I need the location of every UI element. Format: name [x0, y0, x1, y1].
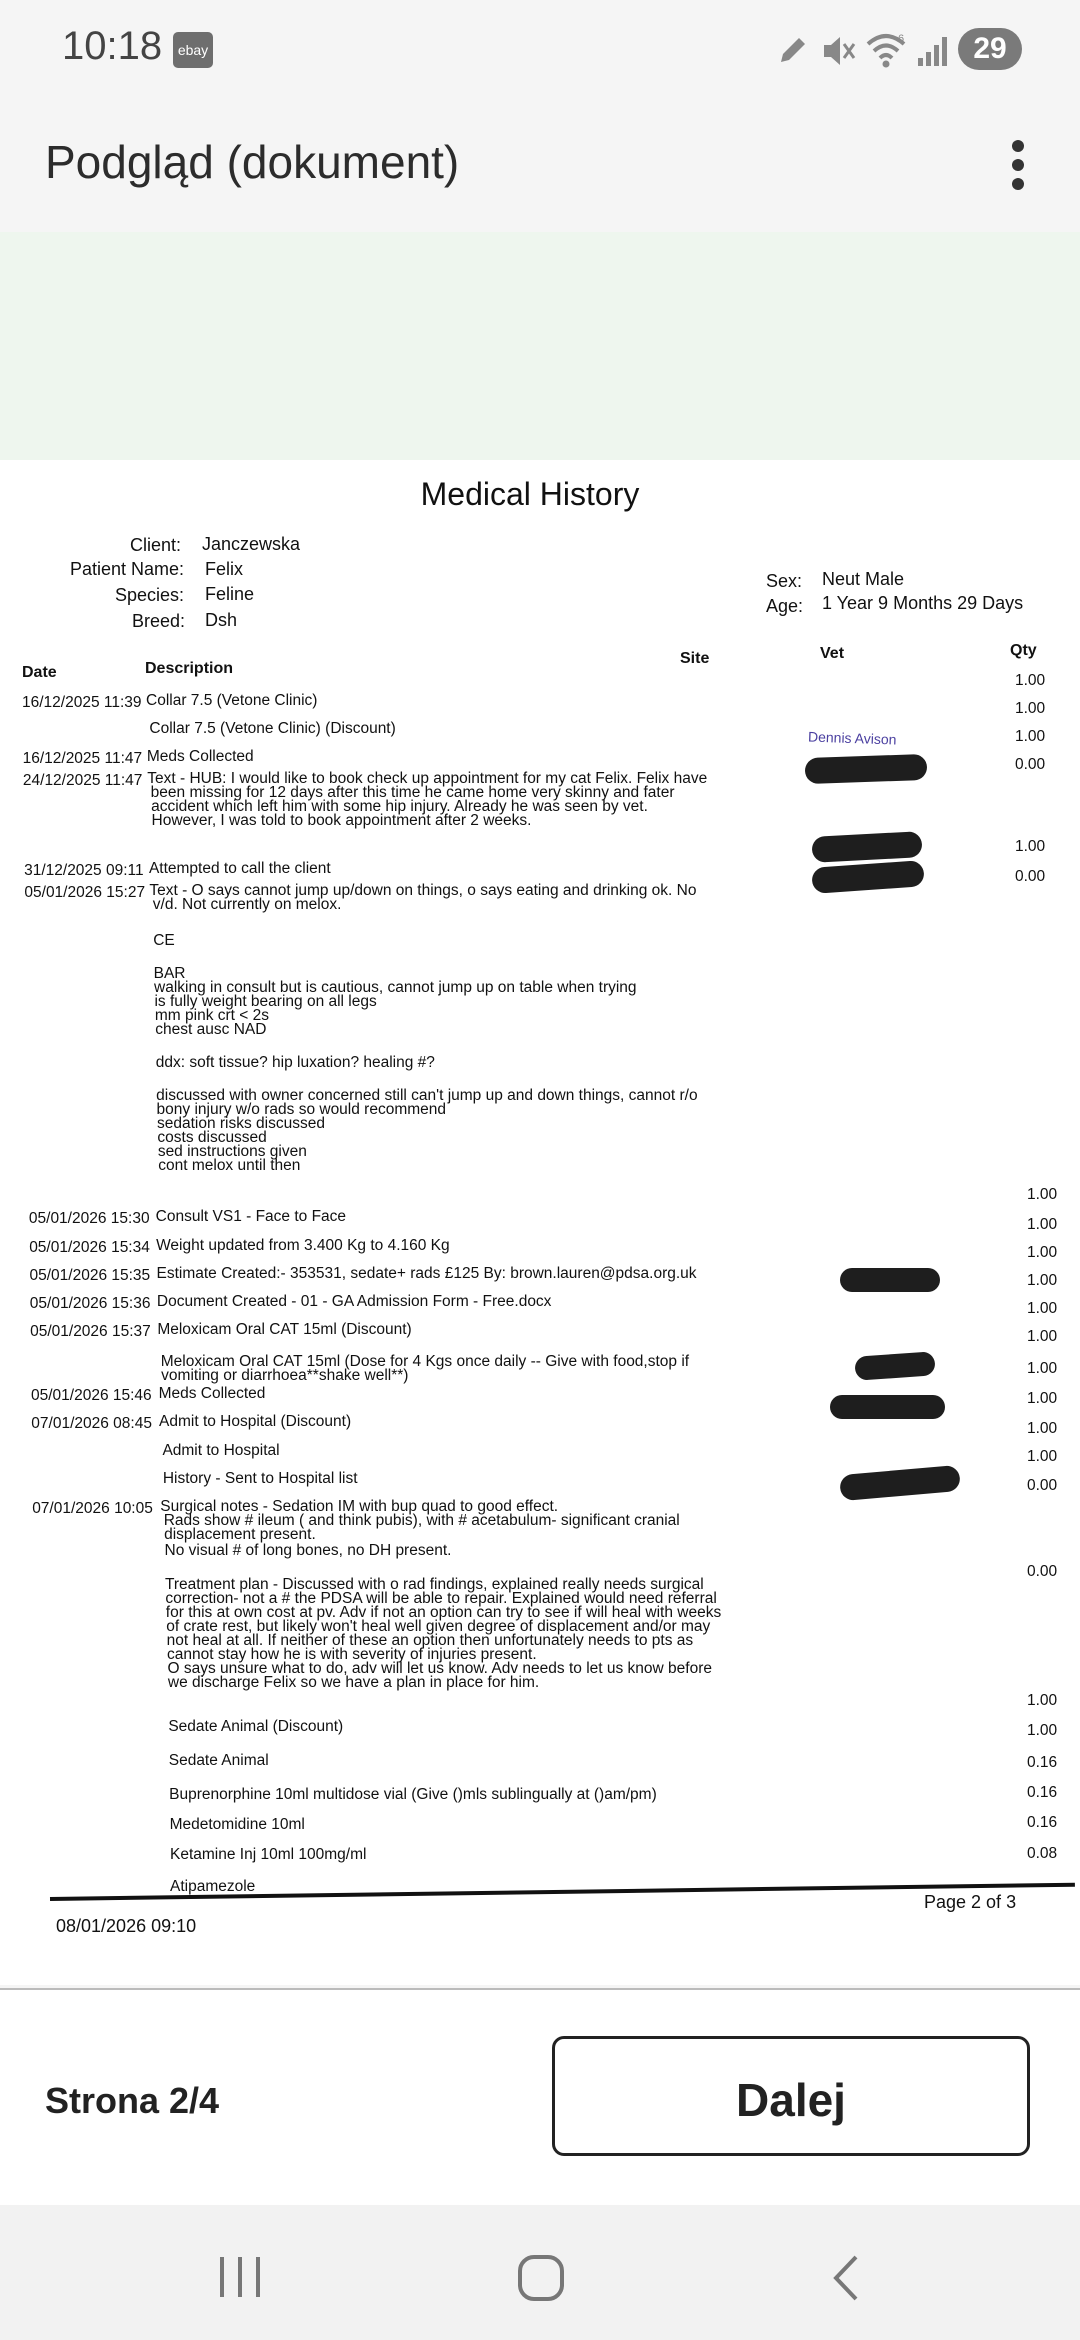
- ebay-notification-icon: ebay: [173, 32, 213, 68]
- qty-value: 0.00: [1027, 1477, 1058, 1494]
- qty-value: 1.00: [1027, 1186, 1058, 1203]
- page-indicator: Strona 2/4: [45, 2080, 220, 2121]
- qty-value: 0.16: [1027, 1784, 1058, 1801]
- document-preview[interactable]: [0, 460, 1080, 1985]
- history-line-text: Admit to Hospital (Discount): [159, 1413, 352, 1430]
- wifi-icon: [866, 30, 910, 72]
- history-line-date: 16/12/2025 11:47: [22, 750, 143, 767]
- age-value: 1 Year 9 Months 29 Days: [822, 593, 1024, 613]
- status-bar: [0, 0, 1080, 100]
- history-line-text: Admit to Hospital: [162, 1442, 280, 1459]
- history-line-text: accident which left him with some hip injury. Already he was seen by vet.: [151, 798, 648, 815]
- pencil-icon: [775, 34, 809, 68]
- history-line-date: 05/01/2026 15:35: [29, 1267, 151, 1284]
- sex-value: Neut Male: [822, 569, 905, 589]
- client-value: Janczewska: [202, 534, 301, 554]
- home-icon[interactable]: [516, 2253, 566, 2303]
- patient-label: Patient Name:: [70, 559, 185, 579]
- column-header-qty: Qty: [1010, 642, 1037, 659]
- history-line-text: costs discussed: [157, 1129, 267, 1146]
- history-line-text: Ketamine Inj 10ml 100mg/ml: [170, 1846, 367, 1863]
- history-line-text: Treatment plan - Discussed with o rad findings, explained really needs surgical: [164, 1576, 704, 1593]
- history-line-date: 05/01/2026 15:37: [30, 1323, 151, 1340]
- qty-value: 1.00: [1027, 1722, 1058, 1739]
- column-header-site: Site: [680, 650, 710, 667]
- history-line-text: Estimate Created:- 353531, sedate+ rads £125 By: brown.lauren@pdsa.org.uk: [156, 1265, 697, 1282]
- history-line-text: O says unsure what to do, adv will let us know. Adv needs to let us know before: [167, 1660, 712, 1677]
- history-line-text: displacement present.: [164, 1526, 316, 1543]
- qty-value: 1.00: [1015, 672, 1046, 689]
- history-line-text: Meds Collected: [146, 748, 254, 765]
- history-line-text: Meloxicam Oral CAT 15ml (Dose for 4 Kgs once daily -- Give with food,stop if: [160, 1353, 690, 1370]
- history-line-text: Text - HUB: I would like to book check up appointment for my cat Felix. Felix have: [147, 770, 708, 787]
- history-line-date: 24/12/2025 11:47: [22, 772, 143, 789]
- qty-value: 1.00: [1027, 1272, 1058, 1289]
- document-title: Medical History: [420, 476, 640, 512]
- history-line-text: discussed with owner concerned still can't jump up and down things, cannot r/o: [156, 1087, 698, 1104]
- history-line-text: v/d. Not currently on melox.: [152, 896, 342, 913]
- redaction-mark: [839, 1465, 961, 1501]
- history-line-date: 05/01/2026 15:46: [31, 1387, 152, 1404]
- history-line-text: bony injury w/o rads so would recommend: [156, 1101, 447, 1118]
- history-line-text: Rads show # ileum ( and think pubis), with # acetabulum- significant cranial: [163, 1512, 680, 1529]
- history-line-text: correction- not a # the PDSA will be able to repair. Explained would need referral: [165, 1590, 717, 1607]
- vet-name: Dennis Avison: [807, 728, 897, 748]
- history-line-text: Text - O says cannot jump up/down on things, o says eating and drinking ok. No: [149, 882, 697, 899]
- column-header-vet: Vet: [820, 645, 845, 662]
- history-line-text: sedation risks discussed: [156, 1115, 325, 1132]
- qty-value: 0.00: [1027, 1563, 1058, 1580]
- history-line-text: CE: [153, 932, 175, 949]
- history-line-text: sed instructions given: [157, 1143, 307, 1160]
- screen-title: Podgląd (dokument): [45, 136, 460, 188]
- history-line-text: Surgical notes - Sedation IM with bup quad to good effect.: [160, 1498, 559, 1515]
- history-line-text: walking in consult but is cautious, cannot jump up on table when trying: [154, 979, 637, 996]
- history-line-text: However, I was told to book appointment after 2 weeks.: [151, 812, 532, 829]
- redaction-mark: [854, 1351, 935, 1381]
- qty-value: 1.00: [1027, 1300, 1058, 1317]
- more-vert-icon[interactable]: [1000, 138, 1036, 192]
- qty-value: 0.00: [1015, 868, 1046, 885]
- history-line-date: 05/01/2026 15:34: [29, 1239, 150, 1256]
- history-line-text: History - Sent to Hospital list: [162, 1470, 358, 1487]
- sex-label: Sex:: [766, 571, 803, 591]
- history-line-text: been missing for 12 days after this time he came home very skinny and fater: [150, 784, 675, 801]
- history-line-text: Sedate Animal: [168, 1752, 269, 1769]
- redaction-mark: [805, 754, 928, 784]
- history-line-text: Weight updated from 3.400 Kg to 4.160 Kg: [156, 1237, 450, 1254]
- redaction-mark: [830, 1395, 945, 1419]
- breed-value: Dsh: [205, 610, 238, 630]
- qty-value: 1.00: [1027, 1244, 1058, 1261]
- qty-value: 1.00: [1027, 1448, 1058, 1465]
- redaction-mark: [811, 860, 925, 894]
- history-line-text: Consult VS1 - Face to Face: [155, 1208, 347, 1225]
- history-line-date: 07/01/2026 08:45: [31, 1415, 152, 1432]
- qty-value: 0.16: [1027, 1754, 1058, 1771]
- next-button[interactable]: Dalej: [552, 2036, 1030, 2156]
- qty-value: 1.00: [1027, 1328, 1058, 1345]
- client-label: Client:: [130, 535, 182, 555]
- age-label: Age:: [766, 596, 804, 616]
- history-line-text: we discharge Felix so we have a plan in place for him.: [167, 1674, 540, 1691]
- history-line-text: Document Created - 01 - GA Admission Form - Free.docx: [156, 1293, 552, 1310]
- history-line-text: Atipamezole: [170, 1878, 256, 1895]
- history-line-text: ddx: soft tissue? hip luxation? healing #?: [155, 1054, 435, 1071]
- qty-value: 1.00: [1027, 1692, 1058, 1709]
- history-line-text: of crate rest, but likely won't heal well given degree of displacement and/or may: [166, 1618, 711, 1635]
- history-line-text: mm pink crt < 2s: [154, 1007, 269, 1024]
- redaction-mark: [811, 831, 922, 863]
- recent-apps-icon[interactable]: [216, 2255, 266, 2299]
- column-header-date: Date: [22, 664, 57, 681]
- navigation-bar: [0, 2205, 1080, 2340]
- history-line-text: No visual # of long bones, no DH present.: [164, 1542, 452, 1559]
- history-line-date: 05/01/2026 15:27: [24, 884, 146, 901]
- battery-indicator: 29: [958, 28, 1022, 70]
- qty-value: 0.00: [1015, 756, 1046, 773]
- history-line-text: Collar 7.5 (Vetone Clinic): [146, 692, 318, 709]
- qty-value: 1.00: [1027, 1360, 1058, 1377]
- qty-value: 1.00: [1015, 838, 1046, 855]
- breed-label: Breed:: [132, 611, 186, 631]
- qty-value: 1.00: [1015, 728, 1046, 745]
- history-line-text: Meloxicam Oral CAT 15ml (Discount): [157, 1321, 412, 1338]
- history-line-text: Medetomidine 10ml: [169, 1816, 305, 1833]
- footer-date: 08/01/2026 09:10: [56, 1916, 197, 1936]
- history-line-date: 31/12/2025 09:11: [24, 862, 144, 879]
- qty-value: 0.08: [1027, 1845, 1058, 1862]
- history-line-date: 07/01/2026 10:05: [32, 1500, 153, 1517]
- signal-icon: [916, 34, 952, 68]
- history-line-text: Attempted to call the client: [148, 860, 331, 877]
- history-line-text: not heal at all. If neither of these an option then unfortunately needs to pts as: [166, 1632, 694, 1649]
- history-line-text: cont melox until then: [158, 1157, 301, 1174]
- history-line-text: vomiting or diarrhoea**shake well**): [161, 1367, 409, 1384]
- history-line-text: chest ausc NAD: [155, 1021, 267, 1038]
- qty-value: 1.00: [1027, 1390, 1058, 1407]
- history-line-date: 16/12/2025 11:39: [22, 694, 142, 711]
- history-line-text: Sedate Animal (Discount): [168, 1718, 344, 1735]
- history-line-date: 05/01/2026 15:36: [29, 1295, 151, 1312]
- qty-value: 1.00: [1027, 1420, 1058, 1437]
- patient-value: Felix: [205, 559, 244, 579]
- species-value: Feline: [205, 584, 255, 604]
- species-label: Species:: [115, 585, 185, 605]
- redaction-mark: [840, 1268, 940, 1292]
- history-line-text: BAR: [153, 965, 186, 982]
- history-line-text: Meds Collected: [158, 1385, 266, 1402]
- history-line-date: 05/01/2026 15:30: [28, 1210, 150, 1227]
- preview-background: [0, 232, 1080, 460]
- svg-text:6: 6: [898, 33, 905, 45]
- back-icon[interactable]: [826, 2253, 866, 2303]
- qty-value: 1.00: [1027, 1216, 1058, 1233]
- history-line-text: cannot stay how he is with severity of injuries present.: [167, 1646, 537, 1663]
- qty-value: 0.16: [1027, 1814, 1058, 1831]
- history-line-text: is fully weight bearing on all legs: [154, 993, 377, 1010]
- history-line-text: Collar 7.5 (Vetone Clinic) (Discount): [149, 720, 396, 737]
- page-number: Page 2 of 3: [924, 1892, 1017, 1912]
- qty-value: 1.00: [1015, 700, 1046, 717]
- history-line-text: for this at own cost at pv. Adv if not an option can try to see if will heal with weeks: [165, 1604, 722, 1621]
- clock: 10:18: [62, 24, 163, 68]
- history-line-text: Buprenorphine 10ml multidose vial (Give ()mls sublingually at ()am/pm): [169, 1786, 657, 1803]
- column-header-description: Description: [145, 660, 234, 677]
- mute-icon: [820, 32, 858, 70]
